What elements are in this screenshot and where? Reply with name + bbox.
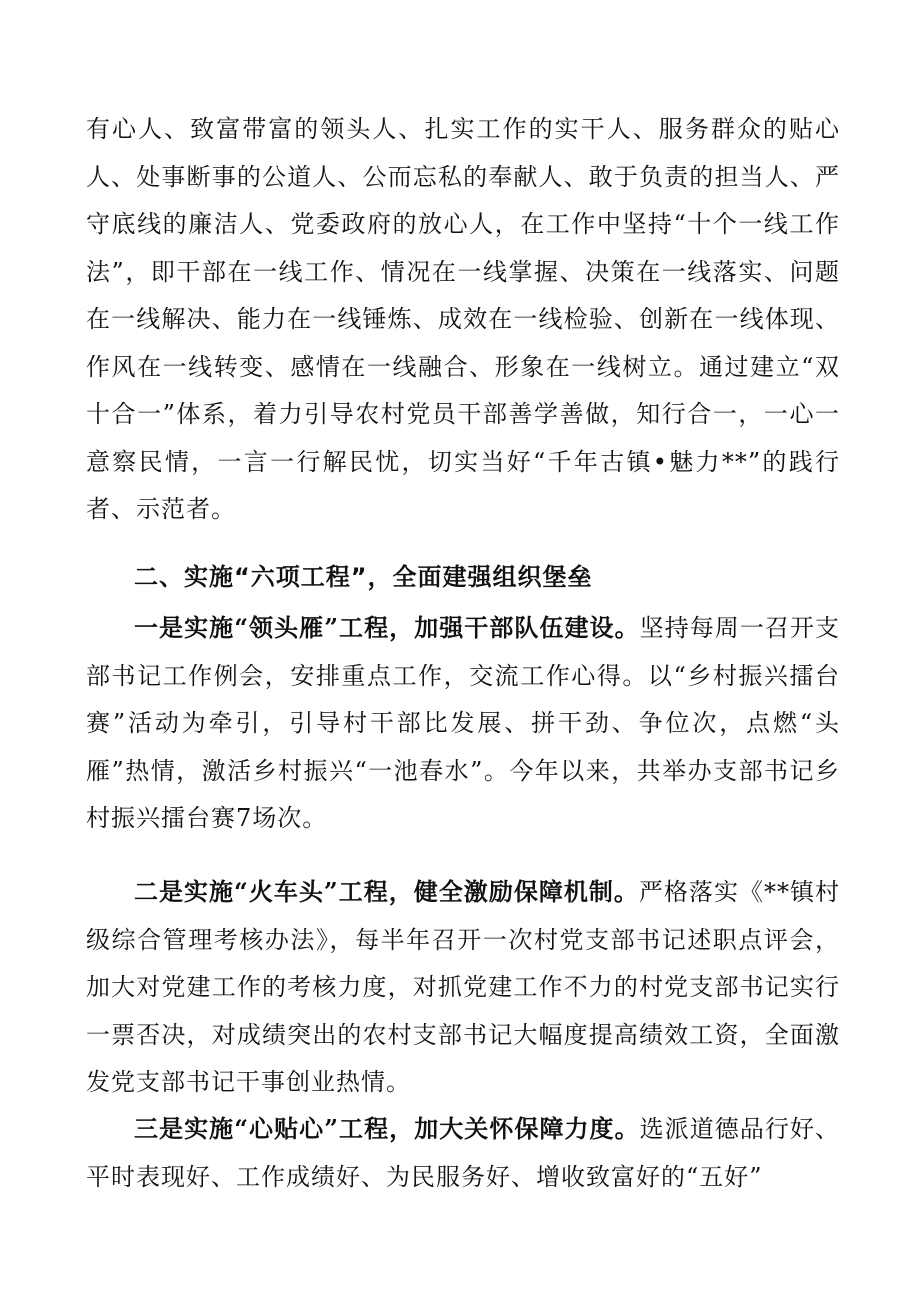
paragraph-text: 有心人、致富带富的领头人、扎实工作的实干人、服务群众的贴心人、处事断事的公道人、公而忘私的奉献人、敢于负责的担当人、严守底线的廉洁人、党委政府的放心人，在工作中坚持“十个一线工作法”，即干部在一线工作、情况在一线掌握、决策在一线落实、问题在一线解决、能力在一线锤炼、成效在一线检验、创新在一线体现、作风在一线转变、感情在一线融合、形象在一线树立。通过建立“双十合一”体系，着力引导农村党员干部善学善做，知行合一，一心一意察民情，一言一行解民忧，切实当好“千年古镇•魅力**”的践行者、示范者。	[86, 115, 840, 523]
paragraph-lead-cadre-team	[86, 604, 840, 843]
paragraph-body: 选派道德品行好、平时表现好、工作成绩好、为民服务好、增收致富好的“五好”	[86, 1115, 841, 1191]
paragraph-lead: 二是实施“火车头”工程，健全激励保障机制。	[134, 877, 639, 906]
paragraph-care-support	[86, 1105, 840, 1201]
paragraph-body: 坚持每周一召开支部书记工作例会，安排重点工作，交流工作心得。以“乡村振兴擂台赛”活动为牵引，引导村干部比发展、拼干劲、争位次，点燃“头雁”热情，激活乡村振兴“一池春水”。今年以来，共举办支部书记乡村振兴擂台赛7场次。	[86, 614, 841, 832]
paragraph-lead: 一是实施“领头雁”工程，加强干部队伍建设。	[134, 613, 640, 642]
paragraph-incentive-mechanism	[86, 868, 840, 1107]
paragraph-body: 严格落实《**镇村级综合管理考核办法》，每半年召开一次村党支部书记述职点评会，加大对党建工作的考核力度，对抓党建工作不力的村党支部书记实行一票否决，对成绩突出的农村支部书记大幅度提高绩效工资，全面激发党支部书记干事创业热情。	[86, 878, 841, 1096]
section-heading: 二、实施“六项工程”，全面建强组织堡垒	[134, 563, 593, 591]
paragraph-lead: 三是实施“心贴心”工程，加大关怀保障力度。	[134, 1114, 640, 1143]
